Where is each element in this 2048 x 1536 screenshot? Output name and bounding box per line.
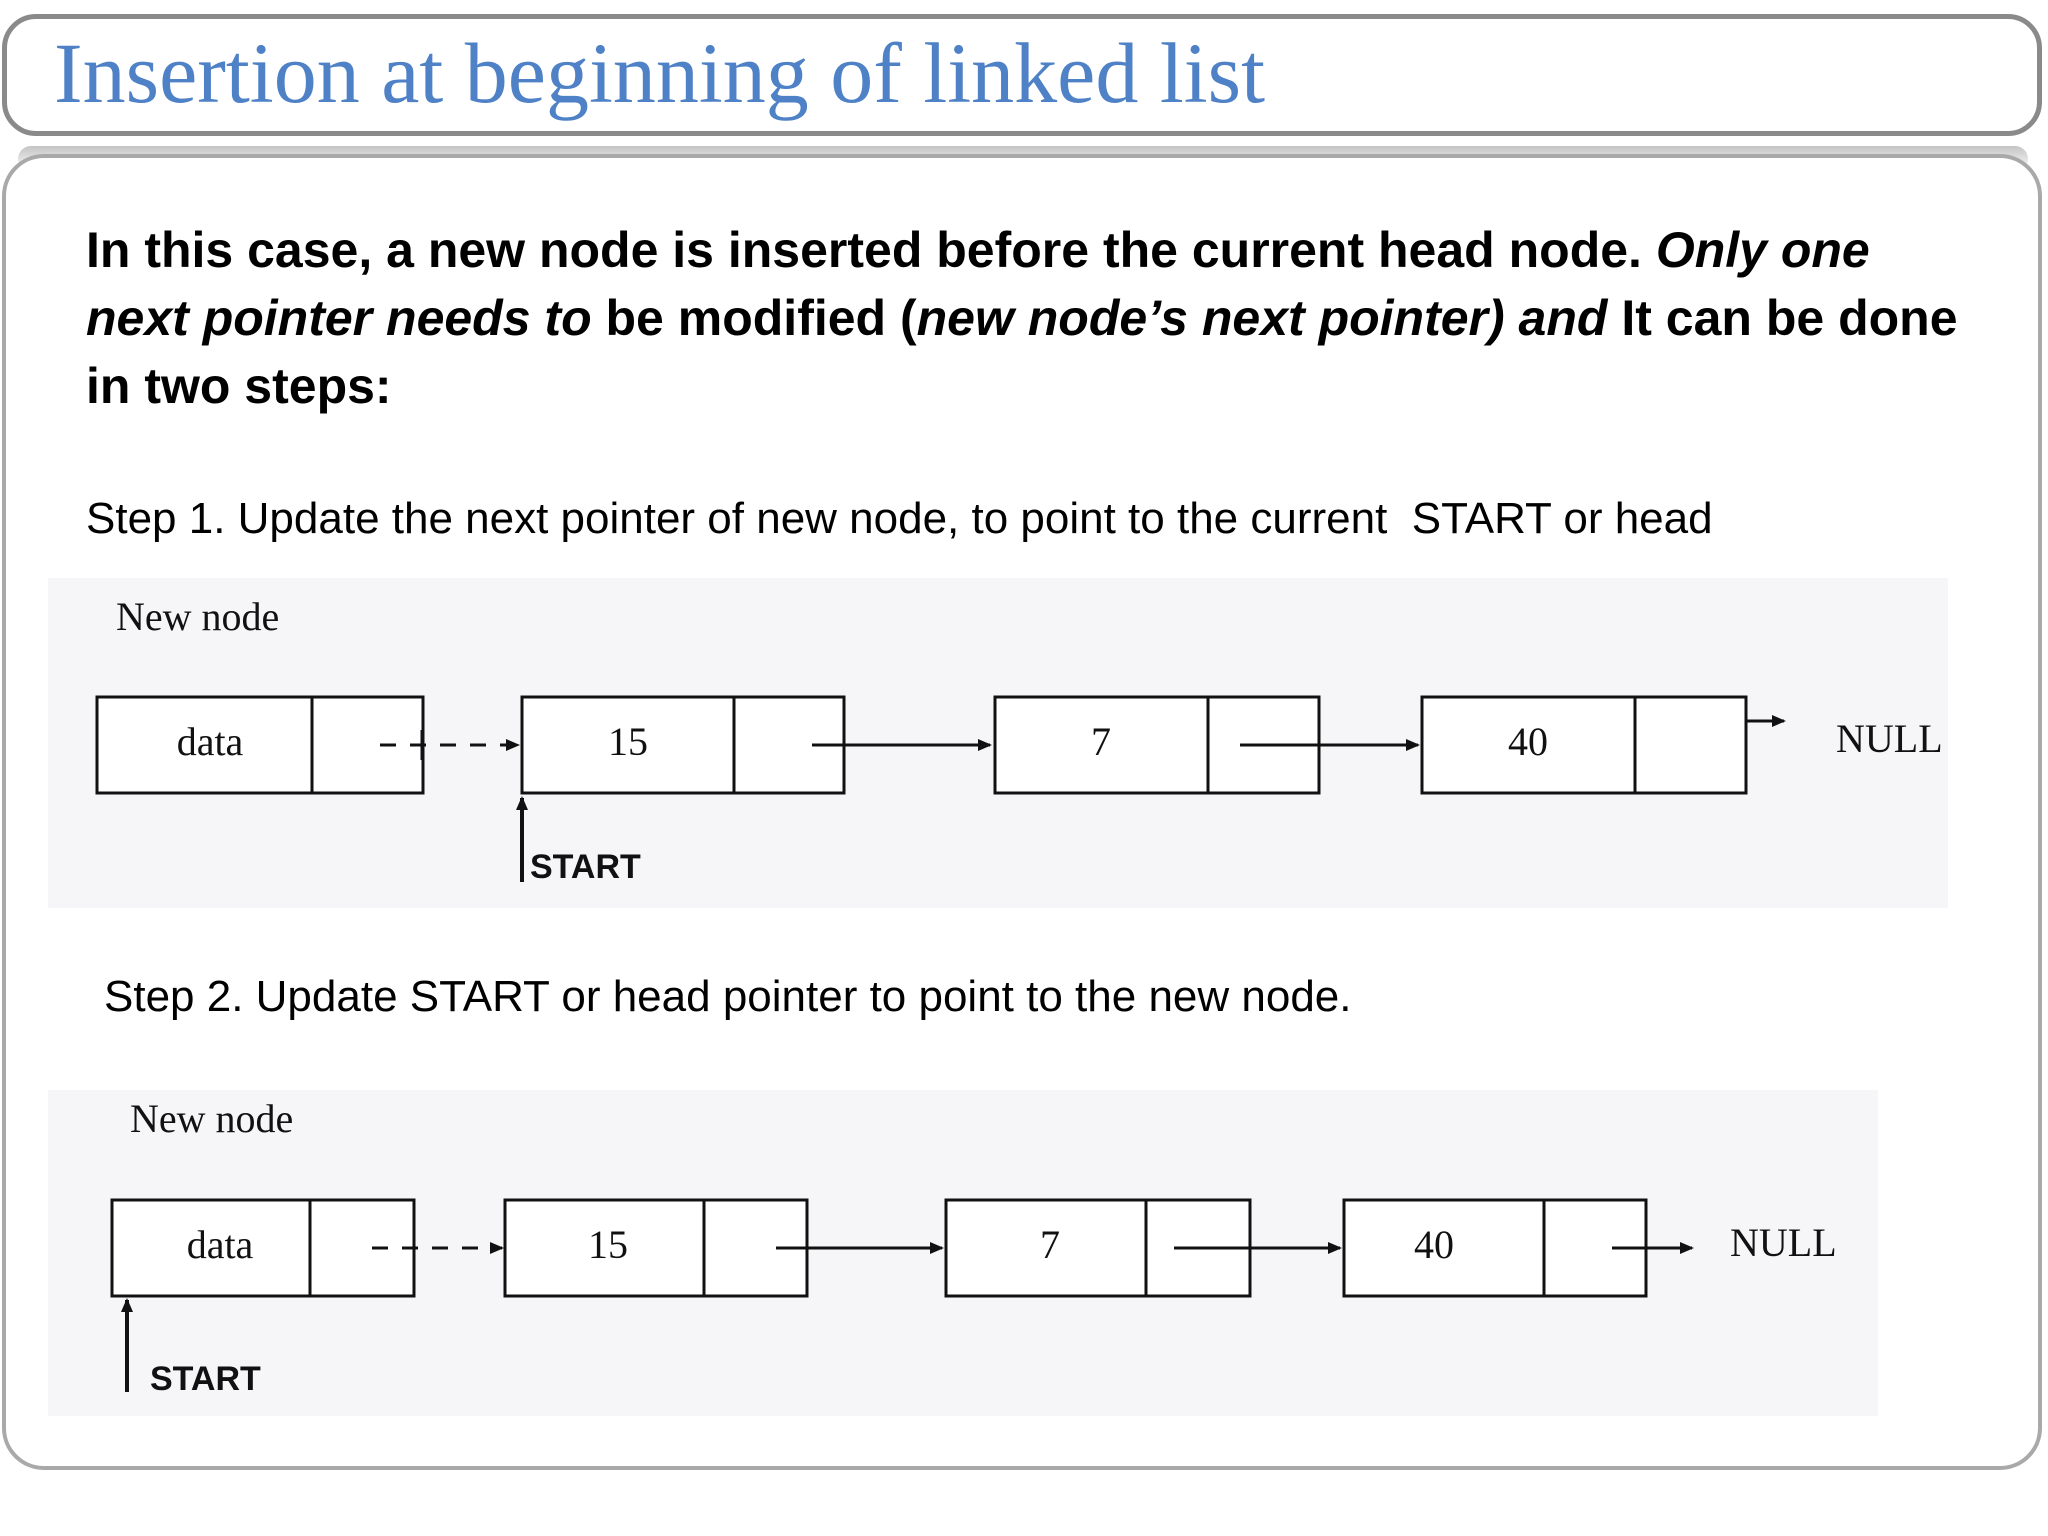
d1-new-node-data: data <box>176 719 244 764</box>
d2-node-15 <box>505 1200 807 1296</box>
intro-part4: new node’s next pointer) and <box>916 290 1608 346</box>
d1-start-label: START <box>530 848 641 886</box>
d2-null-label: NULL <box>1730 1220 1837 1265</box>
d2-new-node <box>112 1200 414 1296</box>
d2-node-value-3: 40 <box>1414 1222 1454 1267</box>
d2-node-40 <box>1344 1200 1646 1296</box>
step1-text: Step 1. Update the next pointer of new node, to point to the current START or head <box>86 494 1713 543</box>
d2-new-node-label: New node <box>130 1096 294 1141</box>
d2-new-node-data: data <box>186 1222 254 1267</box>
intro-part2: Only one next pointer needs to <box>86 222 1870 346</box>
d1-node-value-2: 7 <box>1091 719 1111 764</box>
d1-node-value-3: 40 <box>1508 719 1548 764</box>
d1-node-value-1: 15 <box>608 719 648 764</box>
slide-title: Insertion at beginning of linked list <box>54 25 1265 121</box>
d2-start-label: START <box>150 1360 261 1398</box>
d2-node-value-2: 7 <box>1040 1222 1060 1267</box>
intro-part1: In this case, a new node is inserted before the current head node. <box>86 222 1656 278</box>
intro-part3: be modified ( <box>591 290 917 346</box>
d1-new-node-label: New node <box>116 594 280 639</box>
step2-text: Step 2. Update START or head pointer to point to the new node. <box>104 972 1352 1021</box>
intro-part5: It can be done in two steps: <box>86 290 1958 414</box>
d2-node-value-1: 15 <box>588 1222 628 1267</box>
d1-null-label: NULL <box>1836 716 1943 761</box>
